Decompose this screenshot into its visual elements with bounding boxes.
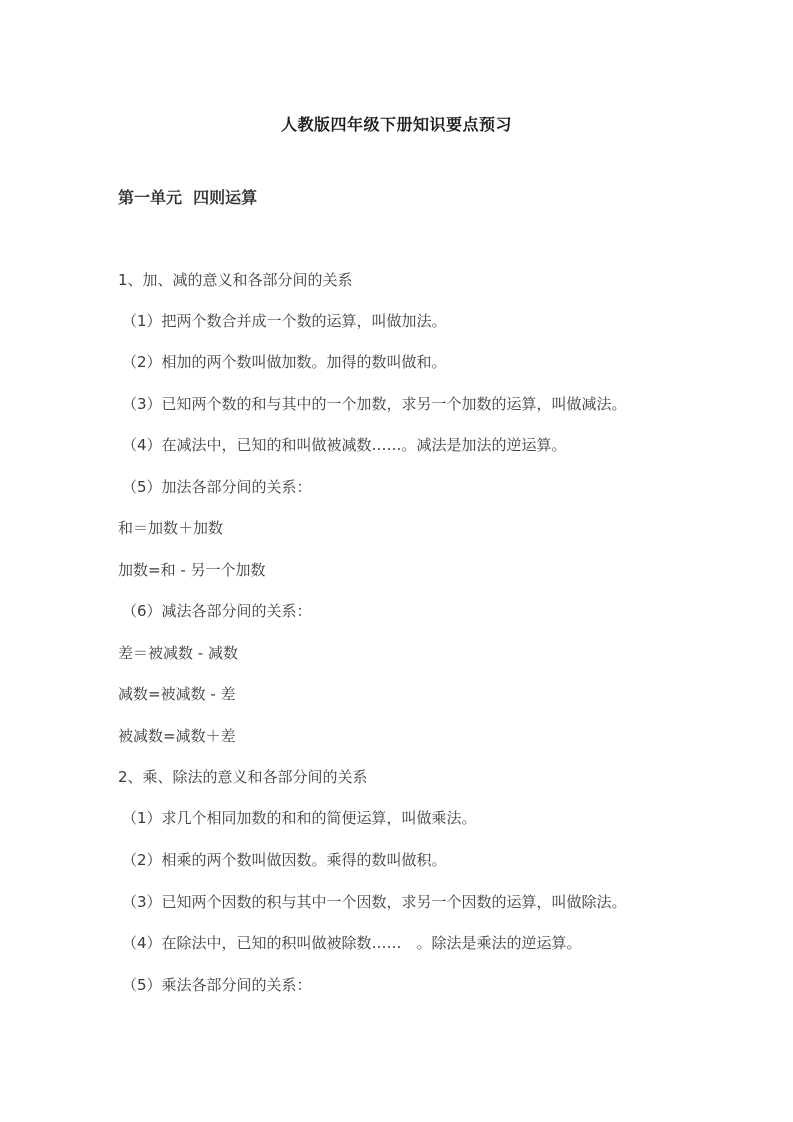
list-item: （6）减法各部分间的关系： bbox=[122, 602, 312, 620]
list-item: （2）相乘的两个数叫做因数。乘得的数叫做积。 bbox=[122, 851, 447, 869]
unit-heading: 第一单元 四则运算 bbox=[118, 188, 258, 207]
list-item: （3）已知两个数的和与其中的一个加数，求另一个加数的运算，叫做减法。 bbox=[122, 395, 627, 413]
list-item: （4）在除法中，已知的积叫做被除数…… 。除法是乘法的逆运算。 bbox=[122, 934, 582, 952]
formula-line: 和＝加数＋加数 bbox=[118, 519, 224, 537]
list-item: （4）在减法中，已知的和叫做被减数……。减法是加法的逆运算。 bbox=[122, 436, 567, 454]
list-item: （1）把两个数合并成一个数的运算，叫做加法。 bbox=[122, 312, 447, 330]
section-heading-multiplication-division: 2、乘、除法的意义和各部分间的关系 bbox=[118, 768, 368, 786]
list-item: （5）乘法各部分间的关系： bbox=[122, 976, 312, 994]
formula-line: 减数=被减数 - 差 bbox=[118, 685, 236, 703]
document-title: 人教版四年级下册知识要点预习 bbox=[280, 115, 512, 134]
list-item: （3）已知两个因数的积与其中一个因数，求另一个因数的运算，叫做除法。 bbox=[122, 893, 627, 911]
section-heading-addition-subtraction: 1、加、减的意义和各部分间的关系 bbox=[118, 271, 353, 289]
formula-line: 被减数=减数＋差 bbox=[118, 727, 236, 745]
list-item: （1）求几个相同加数的和和的简便运算，叫做乘法。 bbox=[122, 809, 477, 827]
formula-line: 加数=和 - 另一个加数 bbox=[118, 561, 266, 579]
formula-line: 差＝被减数 - 减数 bbox=[118, 644, 238, 662]
list-item: （2）相加的两个数叫做加数。加得的数叫做和。 bbox=[122, 353, 447, 371]
list-item: （5）加法各部分间的关系： bbox=[122, 478, 312, 496]
